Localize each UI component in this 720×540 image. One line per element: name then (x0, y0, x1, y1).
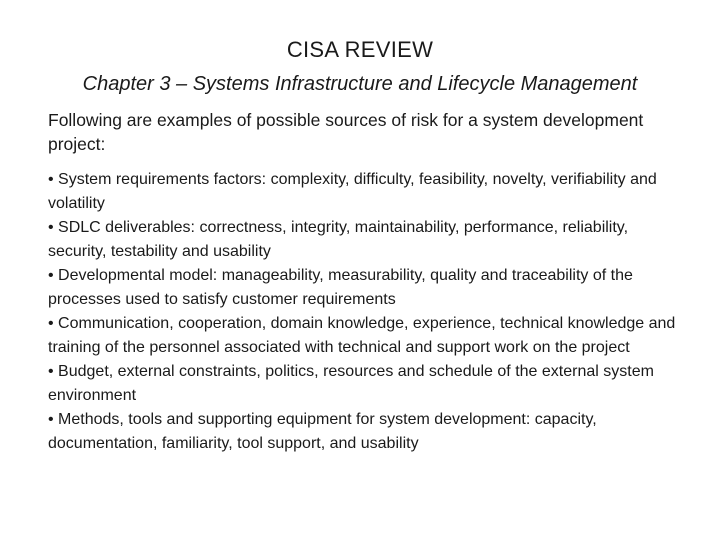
slide-title: CISA REVIEW (286, 37, 434, 62)
list-item: • Developmental model: manageability, measurability, quality and traceability of the processes used to satisfy customer requirements (48, 267, 633, 308)
list-item: • System requirements factors: complexity, difficulty, feasibility, novelty, verifiability and volatility (48, 171, 657, 212)
list-item: • Budget, external constraints, politics, resources and schedule of the external system environment (48, 363, 654, 404)
intro-paragraph: Following are examples of possible sources of risk for a system development project: (48, 110, 644, 154)
list-item: • Methods, tools and supporting equipment for system development: capacity, documentation, familiarity, tool support, and usability (48, 411, 597, 452)
list-item: • SDLC deliverables: correctness, integrity, maintainability, performance, reliability, security, testability and usability (48, 219, 629, 260)
risk-sources-list (48, 168, 688, 456)
slide-subtitle: Chapter 3 – Systems Infrastructure and Lifecycle Management (82, 73, 638, 95)
list-item: • Communication, cooperation, domain knowledge, experience, technical knowledge and training of the personnel associated with technical and support work on the project (48, 315, 676, 356)
